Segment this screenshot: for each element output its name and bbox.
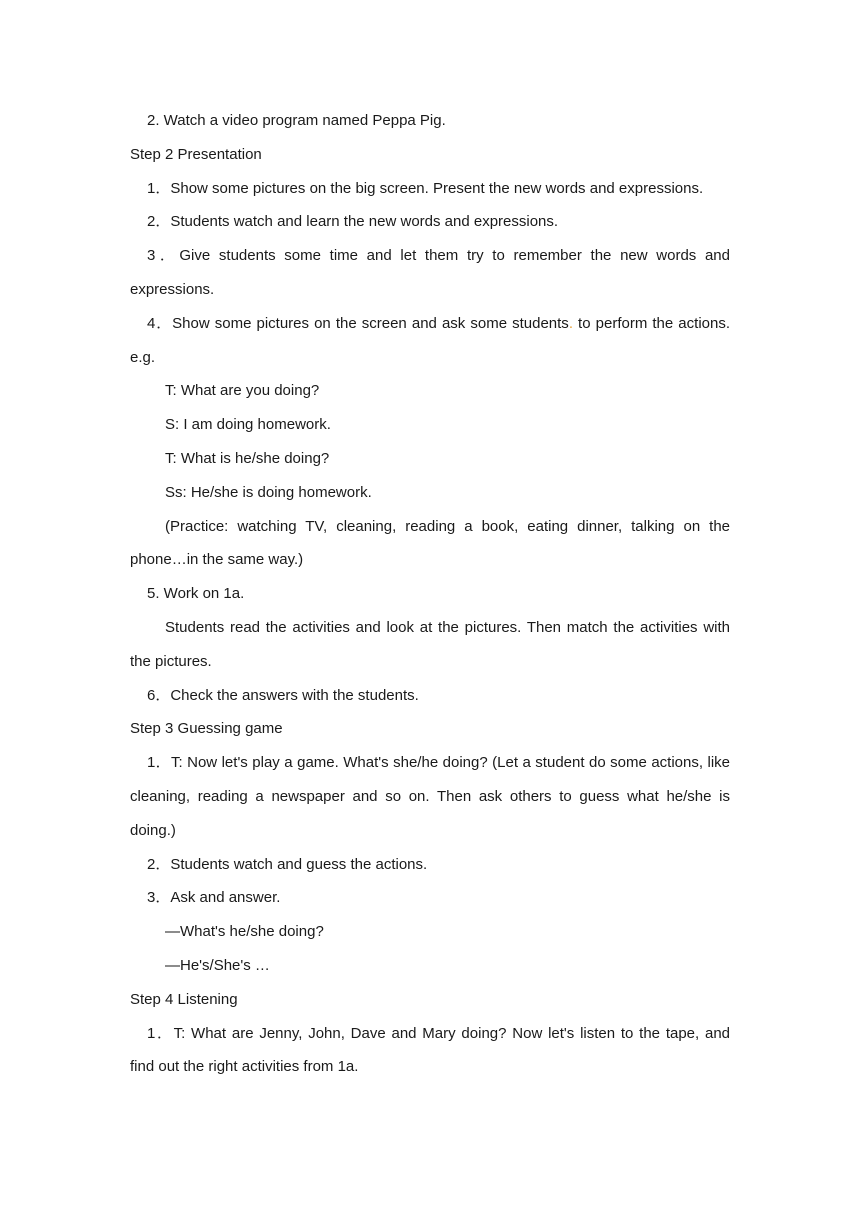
paragraph: 5. Work on 1a. [147,585,245,603]
dialogue-line: —He's/She's … [165,956,270,974]
paragraph: (Practice: watching TV, cleaning, reading a book, eating dinner, talking on the phone…in the same way.) [130,517,730,569]
paragraph: 2. Watch a video program named Peppa Pig. [147,112,446,129]
section-heading: Step 4 Listening [130,990,238,1008]
section-heading: Step 3 Guessing game [130,720,283,738]
document-page [130,104,730,1084]
dialogue-line: Ss: He/she is doing homework. [165,483,372,501]
paragraph: 2．Students watch and guess the actions. [147,855,428,873]
paragraph-text: 4．Show some pictures on the screen and ask some students [147,314,569,332]
paragraph-text-continued: to perform the actions. e.g. [130,314,730,366]
paragraph: 3．Ask and answer. [147,889,281,907]
paragraph: 1．Show some pictures on the big screen. Present the new words and expressions. [147,179,704,197]
dialogue-line: T: What are you doing? [165,382,320,400]
paragraph: Students read the activities and look at the pictures. Then match the activities with the pictures. [130,618,730,670]
paragraph: 1．T: What are Jenny, John, Dave and Mary doing? Now let's listen to the tape, and find out the right activities from 1a. [130,1024,730,1076]
highlight-mark: . [568,314,573,332]
paragraph [130,307,730,375]
dialogue-line: —What's he/she doing? [165,923,324,941]
paragraph: 1．T: Now let's play a game. What's she/he doing? (Let a student do some actions, like cleaning, reading a newspaper and so on. Then ask others to guess what he/she is doing.) [130,754,730,839]
paragraph: 3．Give students some time and let them try to remember the new words and expressions. [130,247,730,298]
paragraph: 6．Check the answers with the students. [147,686,419,704]
section-heading: Step 2 Presentation [130,145,262,163]
paragraph: 2．Students watch and learn the new words and expressions. [147,213,559,231]
dialogue-line: T: What is he/she doing? [165,449,330,467]
dialogue-line: S: I am doing homework. [165,416,331,434]
